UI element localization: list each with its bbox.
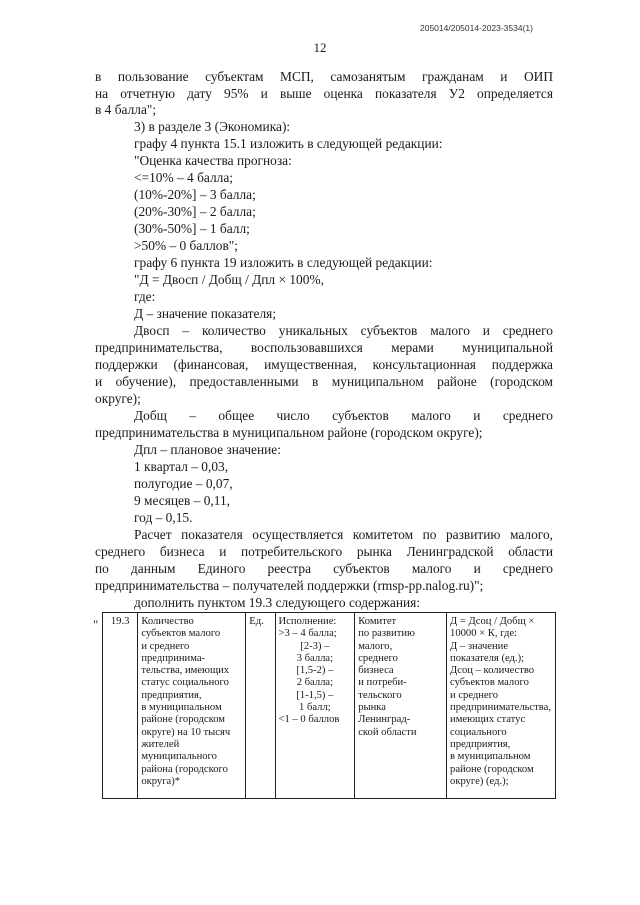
cell-text-line: статус социального <box>141 677 229 689</box>
cell-text-line: >3 – 4 балла; <box>278 628 337 640</box>
quality-scale-item: (20%-30%] – 2 балла; <box>134 204 256 219</box>
section-item-3: 3) в разделе 3 (Экономика): <box>134 119 291 134</box>
formula-cell <box>447 613 556 799</box>
cell-text-line: социального <box>450 726 507 738</box>
cell-text-line: Комитет <box>358 616 397 627</box>
calc-note-line: предпринимательства – получателей поддержки (rmsp-pp.nalog.ru)"; <box>95 578 484 593</box>
cell-text-line: Д – значение <box>450 640 509 652</box>
cell-text-line: по развитию <box>358 628 415 640</box>
cell-text-line: Исполнение: <box>278 616 337 627</box>
cell-text-line: показателя (ед.); <box>450 652 525 664</box>
cell-text-line: 1 балл; <box>299 702 331 714</box>
cell-text-line: округе) (ед.); <box>450 775 509 787</box>
cell-text-line: тельского <box>358 689 402 701</box>
formula: "Д = Двосп / Добщ / Дпл × 100%, <box>134 272 324 287</box>
dvosp-definition-line: предпринимательства, воспользовавшихся мерами муниципальной <box>95 340 553 355</box>
cell-text-line: района (городского <box>141 763 228 775</box>
cell-text-line: тельства, имеющих <box>141 665 230 677</box>
add-item-instruction: дополнить пунктом 19.3 следующего содержания: <box>134 595 421 610</box>
cell-text-line: в муниципальном <box>141 702 222 714</box>
cell-text-line: муниципального <box>141 751 217 763</box>
cell-text-line: субъектов малого <box>141 628 221 640</box>
cell-text-line: районе (городском <box>141 714 225 726</box>
cell-text-line: [1,5-2) – <box>296 665 334 677</box>
cell-text-line: ской области <box>358 726 417 738</box>
cell-text-line: районе (городском <box>450 763 534 775</box>
dobsh-definition-line: предпринимательства в муниципальном районе (городском округе); <box>95 425 483 440</box>
cell-text-line: и среднего <box>141 640 190 652</box>
calc-note-line: по данным Единого реестра субъектов малого и среднего <box>95 561 553 576</box>
cell-text-line: в муниципальном <box>450 751 531 763</box>
dpl-value: 9 месяцев – 0,11, <box>134 493 231 508</box>
cell-text-line: Ленинград- <box>358 714 411 726</box>
cell-text-line: среднего <box>358 652 398 664</box>
table-row <box>103 613 556 799</box>
dvosp-definition-line: округе); <box>95 391 141 406</box>
cell-text-line: округа)* <box>141 775 181 787</box>
cell-text-line: предпринимательства, <box>450 702 551 714</box>
dpl-title: Дпл – плановое значение: <box>134 442 281 457</box>
dpl-value: 1 квартал – 0,03, <box>134 459 229 474</box>
cell-text-line: имеющих статус <box>450 714 526 726</box>
row-number: 19.3 <box>103 613 138 799</box>
cell-text-line: малого, <box>358 640 393 652</box>
indicator-name <box>138 613 246 799</box>
cell-text-line: [1-1,5) – <box>296 689 334 701</box>
dvosp-definition-line: поддержки (финансовая, имущественная, консультационная поддержка <box>95 357 553 372</box>
cell-text-line: [2-3) – <box>300 640 330 652</box>
calc-note-line: среднего бизнеса и потребительского рынка Ленинградской области <box>95 544 553 559</box>
quality-scale-item: <=10% – 4 балла; <box>134 170 233 185</box>
quality-title: "Оценка качества прогноза: <box>134 153 292 168</box>
paragraph-line: в 4 балла"; <box>95 102 157 117</box>
cell-text-line: рынка <box>358 702 386 714</box>
paragraph-line: на отчетную дату 95% и выше оценка показателя У2 определяется <box>95 86 553 101</box>
cell-text-line: предприятия, <box>141 689 202 701</box>
cell-text-line: 3 балла; <box>296 652 334 664</box>
opening-quote: " <box>93 617 99 632</box>
dobsh-definition-line: Добщ – общее число субъектов малого и среднего <box>134 408 553 423</box>
cell-text-line: жителей <box>141 738 180 750</box>
cell-text-line: Количество <box>141 616 194 627</box>
execution-scale <box>275 613 355 799</box>
quality-scale-item: >50% – 0 баллов"; <box>134 238 238 253</box>
cell-text-line: предпринима- <box>141 652 206 664</box>
instruction-graf4: графу 4 пункта 15.1 изложить в следующей редакции: <box>134 136 443 151</box>
dvosp-definition-line: и обучение), предоставленными в муниципальном районе (городском <box>95 374 553 389</box>
cell-text-line: 2 балла; <box>296 677 334 689</box>
dpl-value: полугодие – 0,07, <box>134 476 233 491</box>
cell-text-line: субъектов малого <box>450 677 529 689</box>
quality-scale-item: (10%-20%] – 3 балла; <box>134 187 256 202</box>
instruction-graf6: графу 6 пункта 19 изложить в следующей редакции: <box>134 255 433 270</box>
paragraph-line: в пользование субъектам МСП, самозанятым гражданам и ОИП <box>95 69 553 84</box>
cell-text-line: 10000 × К, где: <box>450 628 518 640</box>
cell-text-line: и потреби- <box>358 677 407 689</box>
cell-text-line: округе) на 10 тысяч <box>141 726 231 738</box>
cell-text-line: <1 – 0 баллов <box>278 714 340 726</box>
dpl-value: год – 0,15. <box>134 510 193 525</box>
cell-text-line: Дсоц – количество <box>450 665 535 677</box>
responsible-body <box>355 613 447 799</box>
indicator-table <box>102 612 556 799</box>
cell-text-line: бизнеса <box>358 665 394 677</box>
cell-text-line: предприятия, <box>450 738 511 750</box>
quality-scale-item: (30%-50%] – 1 балл; <box>134 221 250 236</box>
d-definition: Д – значение показателя; <box>134 306 277 321</box>
cell-text-line: Д = Дсоц / Добщ × <box>450 616 535 627</box>
unit-cell: Ед. <box>246 613 275 799</box>
dvosp-definition-line: Двосп – количество уникальных субъектов малого и среднего <box>134 323 553 338</box>
where-label: где: <box>134 289 156 304</box>
document-id: 205014/205014-2023-3534(1) <box>420 23 533 33</box>
calc-note-line: Расчет показателя осуществляется комитетом по развитию малого, <box>134 527 553 542</box>
cell-text-line: и среднего <box>450 689 499 701</box>
page-number: 12 <box>313 40 327 55</box>
